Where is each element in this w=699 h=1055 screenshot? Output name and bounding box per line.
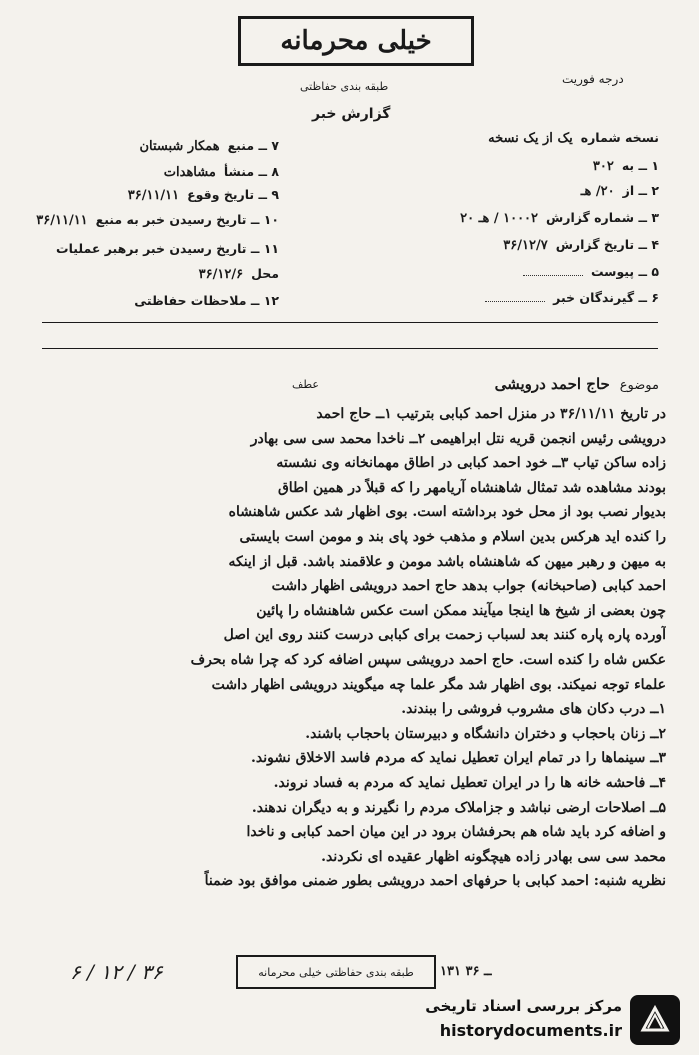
body-line: آورده پاره پاره کنند بعد لسباب زحمت برای کبابی درست کنند روی این اصل bbox=[223, 627, 666, 644]
divider-top bbox=[42, 322, 658, 323]
field-attachment-line bbox=[523, 274, 583, 276]
security-class-label: طبقه بندی حفاظتی bbox=[300, 80, 389, 93]
field-to: ۱ ــ به ۳۰۲ bbox=[592, 158, 659, 174]
body-line: ۱ــ درب دکان های مشروب فروشی را ببندند. bbox=[401, 701, 666, 718]
urgency-label: درجه فوریت bbox=[562, 72, 624, 86]
body-line: بودند مشاهده شد تمثال شاهنشاه آریامهر را که قبلاً در همین اطاق bbox=[277, 479, 666, 496]
subject-label: موضوع bbox=[619, 378, 659, 393]
report-title: گزارش خبر bbox=[312, 106, 391, 122]
body-line: در تاریخ ۳۶/۱۱/۱۱ در منزل احمد کبابی بترتیب ۱ــ حاج احمد bbox=[316, 406, 666, 422]
body-line: چون بعضی از شیخ ها اینجا میآیند ممکن است عکس شاهنشاه را پائین bbox=[256, 602, 666, 619]
body-line: محمد سی سی بهادر زاده هیچگونه اظهار عقیده ای نکردند. bbox=[321, 848, 666, 865]
field-report-number: ۳ ــ شماره گزارش ۱۰۰۰۲ / هـ ۲۰ bbox=[460, 210, 659, 226]
body-line: عکس شاه را کنده است. حاج احمد درویشی سپس اضافه کرد که چرا شاه بحرف bbox=[190, 651, 666, 668]
field-date-received-ops: ۱۱ ــ تاریخ رسیدن خبر برهبر عملیات bbox=[56, 241, 279, 256]
body-line: بدیوار نصب بود از محل خود برداشته است. بوی اظهار شد عکس شاهنشاه bbox=[228, 504, 666, 521]
body-line: را کنده اید هرکس بدین اسلام و مذهب خود پای بند و مومن است بایستی bbox=[239, 528, 666, 545]
subject-line bbox=[495, 375, 659, 393]
body-line: ۲ــ زنان باحجاب و دختران دانشگاه و دبیرستان باحجاب باشند. bbox=[305, 725, 666, 742]
field-copy-number: نسخه شماره یک از یک نسخه bbox=[488, 130, 659, 146]
field-origin: ۸ ــ منشأ مشاهدات bbox=[163, 164, 279, 180]
field-security-notes: ۱۲ ــ ملاحظات حفاظتی bbox=[134, 293, 279, 308]
field-attachment: ۵ ــ پیوست bbox=[523, 264, 659, 279]
field-report-date: ۴ ــ تاریخ گزارش ۳۶/۱۲/۷ bbox=[503, 237, 659, 253]
handwritten-signature: ۶ / ۱۲ / ۳۶ bbox=[70, 960, 163, 984]
body-line: علماء توجه نمیکند. بوی اظهار شد مگر علما چه میگویند درویشی اظهار داشت bbox=[211, 676, 666, 693]
document-code: ۱۳۱ ــ ۳۶ bbox=[440, 964, 492, 979]
body-line: ۳ــ سینماها را در تمام ایران تعطیل نماید که مردم فاسد الاخلاق نشوند. bbox=[251, 750, 666, 767]
report-body bbox=[36, 402, 666, 894]
archive-name: مرکز بررسی اسناد تاریخی bbox=[425, 997, 622, 1015]
body-line: درویشی رئیس انجمن قریه نتل ابراهیمی ۲ــ ناخدا محمد سی سی بهادر bbox=[250, 430, 666, 447]
body-line: و اضافه کرد باید شاه هم بحرفشان برود در این میان احمد کبابی و ناخدا bbox=[246, 824, 666, 841]
bottom-classification-stamp: طبقه بندی حفاظتی خیلی محرمانه bbox=[236, 955, 436, 989]
body-line: زاده ساکن تیاب ۳ــ خود احمد کبابی در اطاق مهمانخانه وی نشسته bbox=[276, 455, 666, 472]
reference-label: عطف bbox=[292, 378, 319, 391]
archive-logo-icon bbox=[630, 995, 680, 1045]
body-line: ۴ــ فاحشه خانه ها را در ایران تعطیل نماید که مردم به فساد نروند. bbox=[273, 774, 666, 791]
field-date-received-source: ۱۰ ــ تاریخ رسیدن خبر به منبع ۳۶/۱۱/۱۱ bbox=[36, 212, 279, 228]
field-event-date: ۹ ــ تاریخ وقوع ۳۶/۱۱/۱۱ bbox=[127, 187, 279, 203]
field-from: ۲ ــ از ۲۰/ هـ bbox=[580, 183, 659, 199]
subject-value: حاج احمد درویشی bbox=[494, 375, 610, 393]
classification-stamp: خیلی محرمانه bbox=[238, 16, 474, 66]
field-place: محل ۳۶/۱۲/۶ bbox=[198, 266, 279, 282]
body-line: به میهن و رهبر میهن که شاهنشاه باشد مومن و علاقمند باشد. قبل از اینکه bbox=[228, 553, 666, 570]
archive-watermark bbox=[410, 995, 680, 1047]
field-recipients-line bbox=[485, 300, 545, 302]
body-line: نظریه شنبه: احمد کبابی با حرفهای احمد درویشی بطور ضمنی موافق بود ضمناً bbox=[204, 873, 666, 890]
archive-url: historydocuments.ir bbox=[439, 1021, 622, 1040]
field-recipients: ۶ ــ گیرندگان خبر bbox=[485, 290, 659, 305]
body-line: ۵ــ اصلاحات ارضی نباشد و جزاملاک مردم را نگیرند و به دیگران ندهند. bbox=[251, 799, 666, 816]
divider-bottom bbox=[42, 348, 658, 349]
body-line: احمد کبابی (صاحبخانه) جواب بدهد حاج احمد درویشی اظهار داشت bbox=[271, 578, 666, 595]
field-source: ۷ ــ منبع همکار شبستان bbox=[139, 138, 279, 154]
